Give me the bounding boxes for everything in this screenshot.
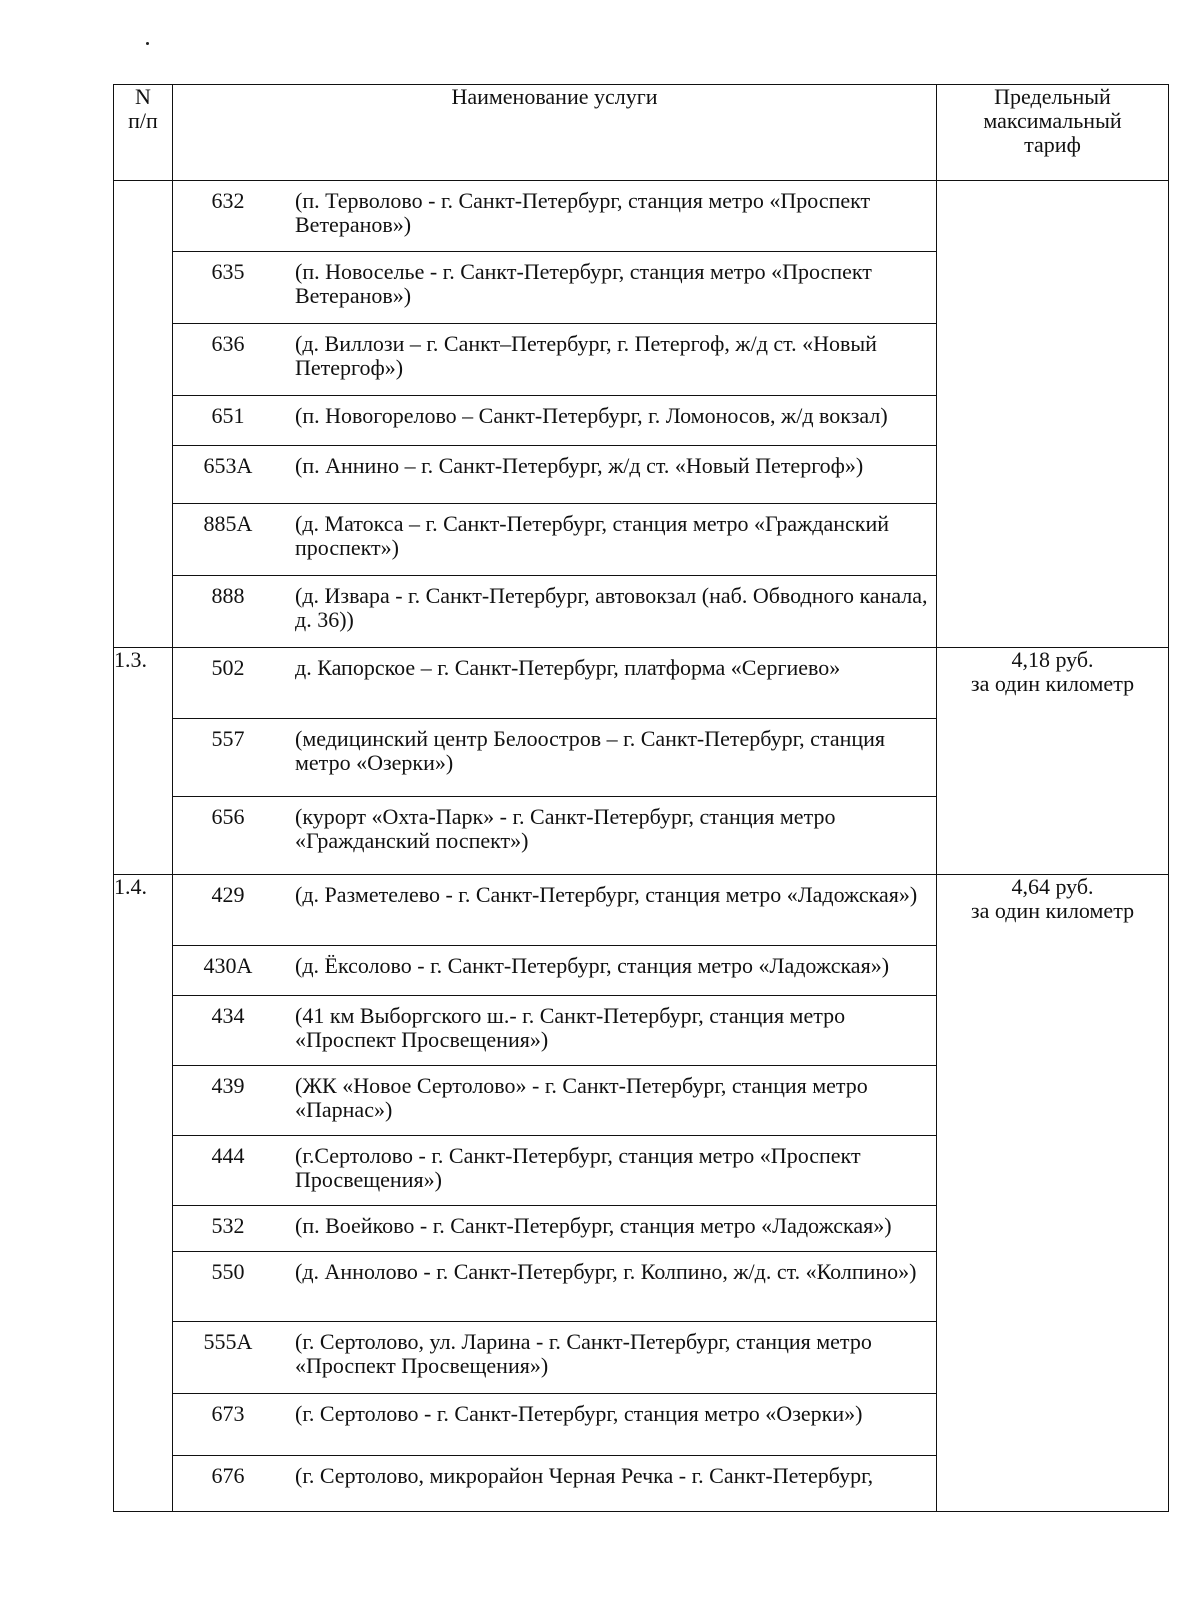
route-description: (п. Новоселье - г. Санкт-Петербург, станция метро «Проспект Ветеранов») [283,251,936,323]
route-number: 651 [173,395,283,445]
route-number: 532 [173,1205,283,1251]
route-description: (д. Разметелево - г. Санкт-Петербург, станция метро «Ладожская») [283,875,936,945]
route-row [173,648,936,718]
routes-list [173,181,936,647]
tariff-amount: 4,64 руб. [1011,874,1094,899]
route-number: 632 [173,181,283,251]
group-routes [173,648,937,875]
route-number: 656 [211,803,245,829]
route-row [173,1251,936,1321]
route-row [173,796,936,874]
route-description: (41 км Выборгского ш.- г. Санкт-Петербург, станция метро «Проспект Просвещения») [283,995,936,1065]
route-row [173,945,936,995]
route-row [173,395,936,445]
group-number: 1.4. [114,875,173,1512]
route-description: (г. Сертолово, ул. Ларина - г. Санкт-Петербург, станция метро «Проспект Просвещения») [283,1321,936,1393]
route-number: 502 [173,648,283,718]
tariff-amount: 4,18 руб. [1011,647,1094,672]
header-number-line1: N [135,84,151,109]
route-description: (д. Извара - г. Санкт-Петербург, автовокзал (наб. Обводного канала, д. 36)) [295,582,928,632]
route-row [173,718,936,796]
route-number: 676 [211,1462,245,1488]
header-number [114,85,173,181]
group-routes [173,181,937,648]
table-group-row [114,648,1169,875]
route-number: 888 [211,582,245,608]
route-row [173,1393,936,1455]
route-number: 635 [173,251,283,323]
route-number: 434 [173,995,283,1065]
route-description: д. Капорское – г. Санкт-Петербург, платформа «Сергиево» [283,648,936,718]
route-number: 673 [173,1393,283,1455]
route-description: (г. Сертолово, микрорайон Черная Речка - г. Санкт-Петербург, [295,1462,874,1488]
header-tariff-line1: Предельный [994,84,1111,109]
header-service-name: Наименование услуги [173,85,937,181]
route-number: 439 [173,1065,283,1135]
route-row [173,445,936,503]
route-description: (медицинский центр Белоостров – г. Санкт-Петербург, станция метро «Озерки») [283,718,936,796]
route-number: 555А [173,1321,283,1393]
route-description: (курорт «Охта-Парк» - г. Санкт-Петербург, станция метро «Гражданский поспект») [295,803,836,853]
tariff-table [113,84,1169,1512]
route-description: (п. Новогорелово – Санкт-Петербург, г. Ломоносов, ж/д вокзал) [283,395,936,445]
route-row [173,1065,936,1135]
route-description: (п. Аннино – г. Санкт-Петербург, ж/д ст. «Новый Петергоф») [283,445,936,503]
header-tariff [937,85,1169,181]
route-row [173,575,936,647]
route-number: 550 [173,1251,283,1321]
route-row [173,323,936,395]
group-tariff [937,648,1169,875]
route-description: (д. Аннолово - г. Санкт-Петербург, г. Колпино, ж/д. ст. «Колпино») [283,1251,936,1321]
tariff-unit: за один километр [970,671,1135,696]
route-number: 444 [173,1135,283,1205]
route-number: 429 [173,875,283,945]
route-number: 653А [173,445,283,503]
route-description: (п. Терволово - г. Санкт-Петербург, станция метро «Проспект Ветеранов») [283,181,936,251]
route-row [173,995,936,1065]
route-description: (п. Воейково - г. Санкт-Петербург, станция метро «Ладожская») [283,1205,936,1251]
route-number: 430А [173,945,283,995]
route-row [173,1321,936,1393]
group-number [114,181,173,648]
group-routes [173,875,937,1512]
route-row [173,503,936,575]
group-tariff [937,875,1169,1512]
route-description: (д. Виллози – г. Санкт–Петербург, г. Петергоф, ж/д ст. «Новый Петергоф») [283,323,936,395]
route-row [173,251,936,323]
route-row [173,1205,936,1251]
route-description: (д. Ёксолово - г. Санкт-Петербург, станция метро «Ладожская») [283,945,936,995]
table-group-row [114,875,1169,1512]
route-row [173,181,936,251]
route-row [173,1135,936,1205]
route-description: (ЖК «Новое Сертолово» - г. Санкт-Петербург, станция метро «Парнас») [283,1065,936,1135]
route-description: (д. Матокса – г. Санкт-Петербург, станция метро «Гражданский проспект») [283,503,936,575]
routes-list [173,648,936,874]
table-header-row [114,85,1169,181]
route-row [173,1455,936,1511]
route-description: (г. Сертолово - г. Санкт-Петербург, станция метро «Озерки») [283,1393,936,1455]
routes-list [173,875,936,1511]
header-tariff-line3: тариф [1024,132,1081,157]
route-number: 557 [173,718,283,796]
route-row [173,875,936,945]
header-tariff-line2: максимальный [983,108,1122,133]
table-group-row [114,181,1169,648]
header-number-line2: п/п [128,108,158,133]
tariff-unit: за один километр [970,898,1135,923]
route-description: (г.Сертолово - г. Санкт-Петербург, станция метро «Проспект Просвещения») [283,1135,936,1205]
group-number: 1.3. [114,648,173,875]
route-number: 885А [173,503,283,575]
scan-speck [146,42,149,45]
group-tariff [937,181,1169,648]
route-number: 636 [173,323,283,395]
